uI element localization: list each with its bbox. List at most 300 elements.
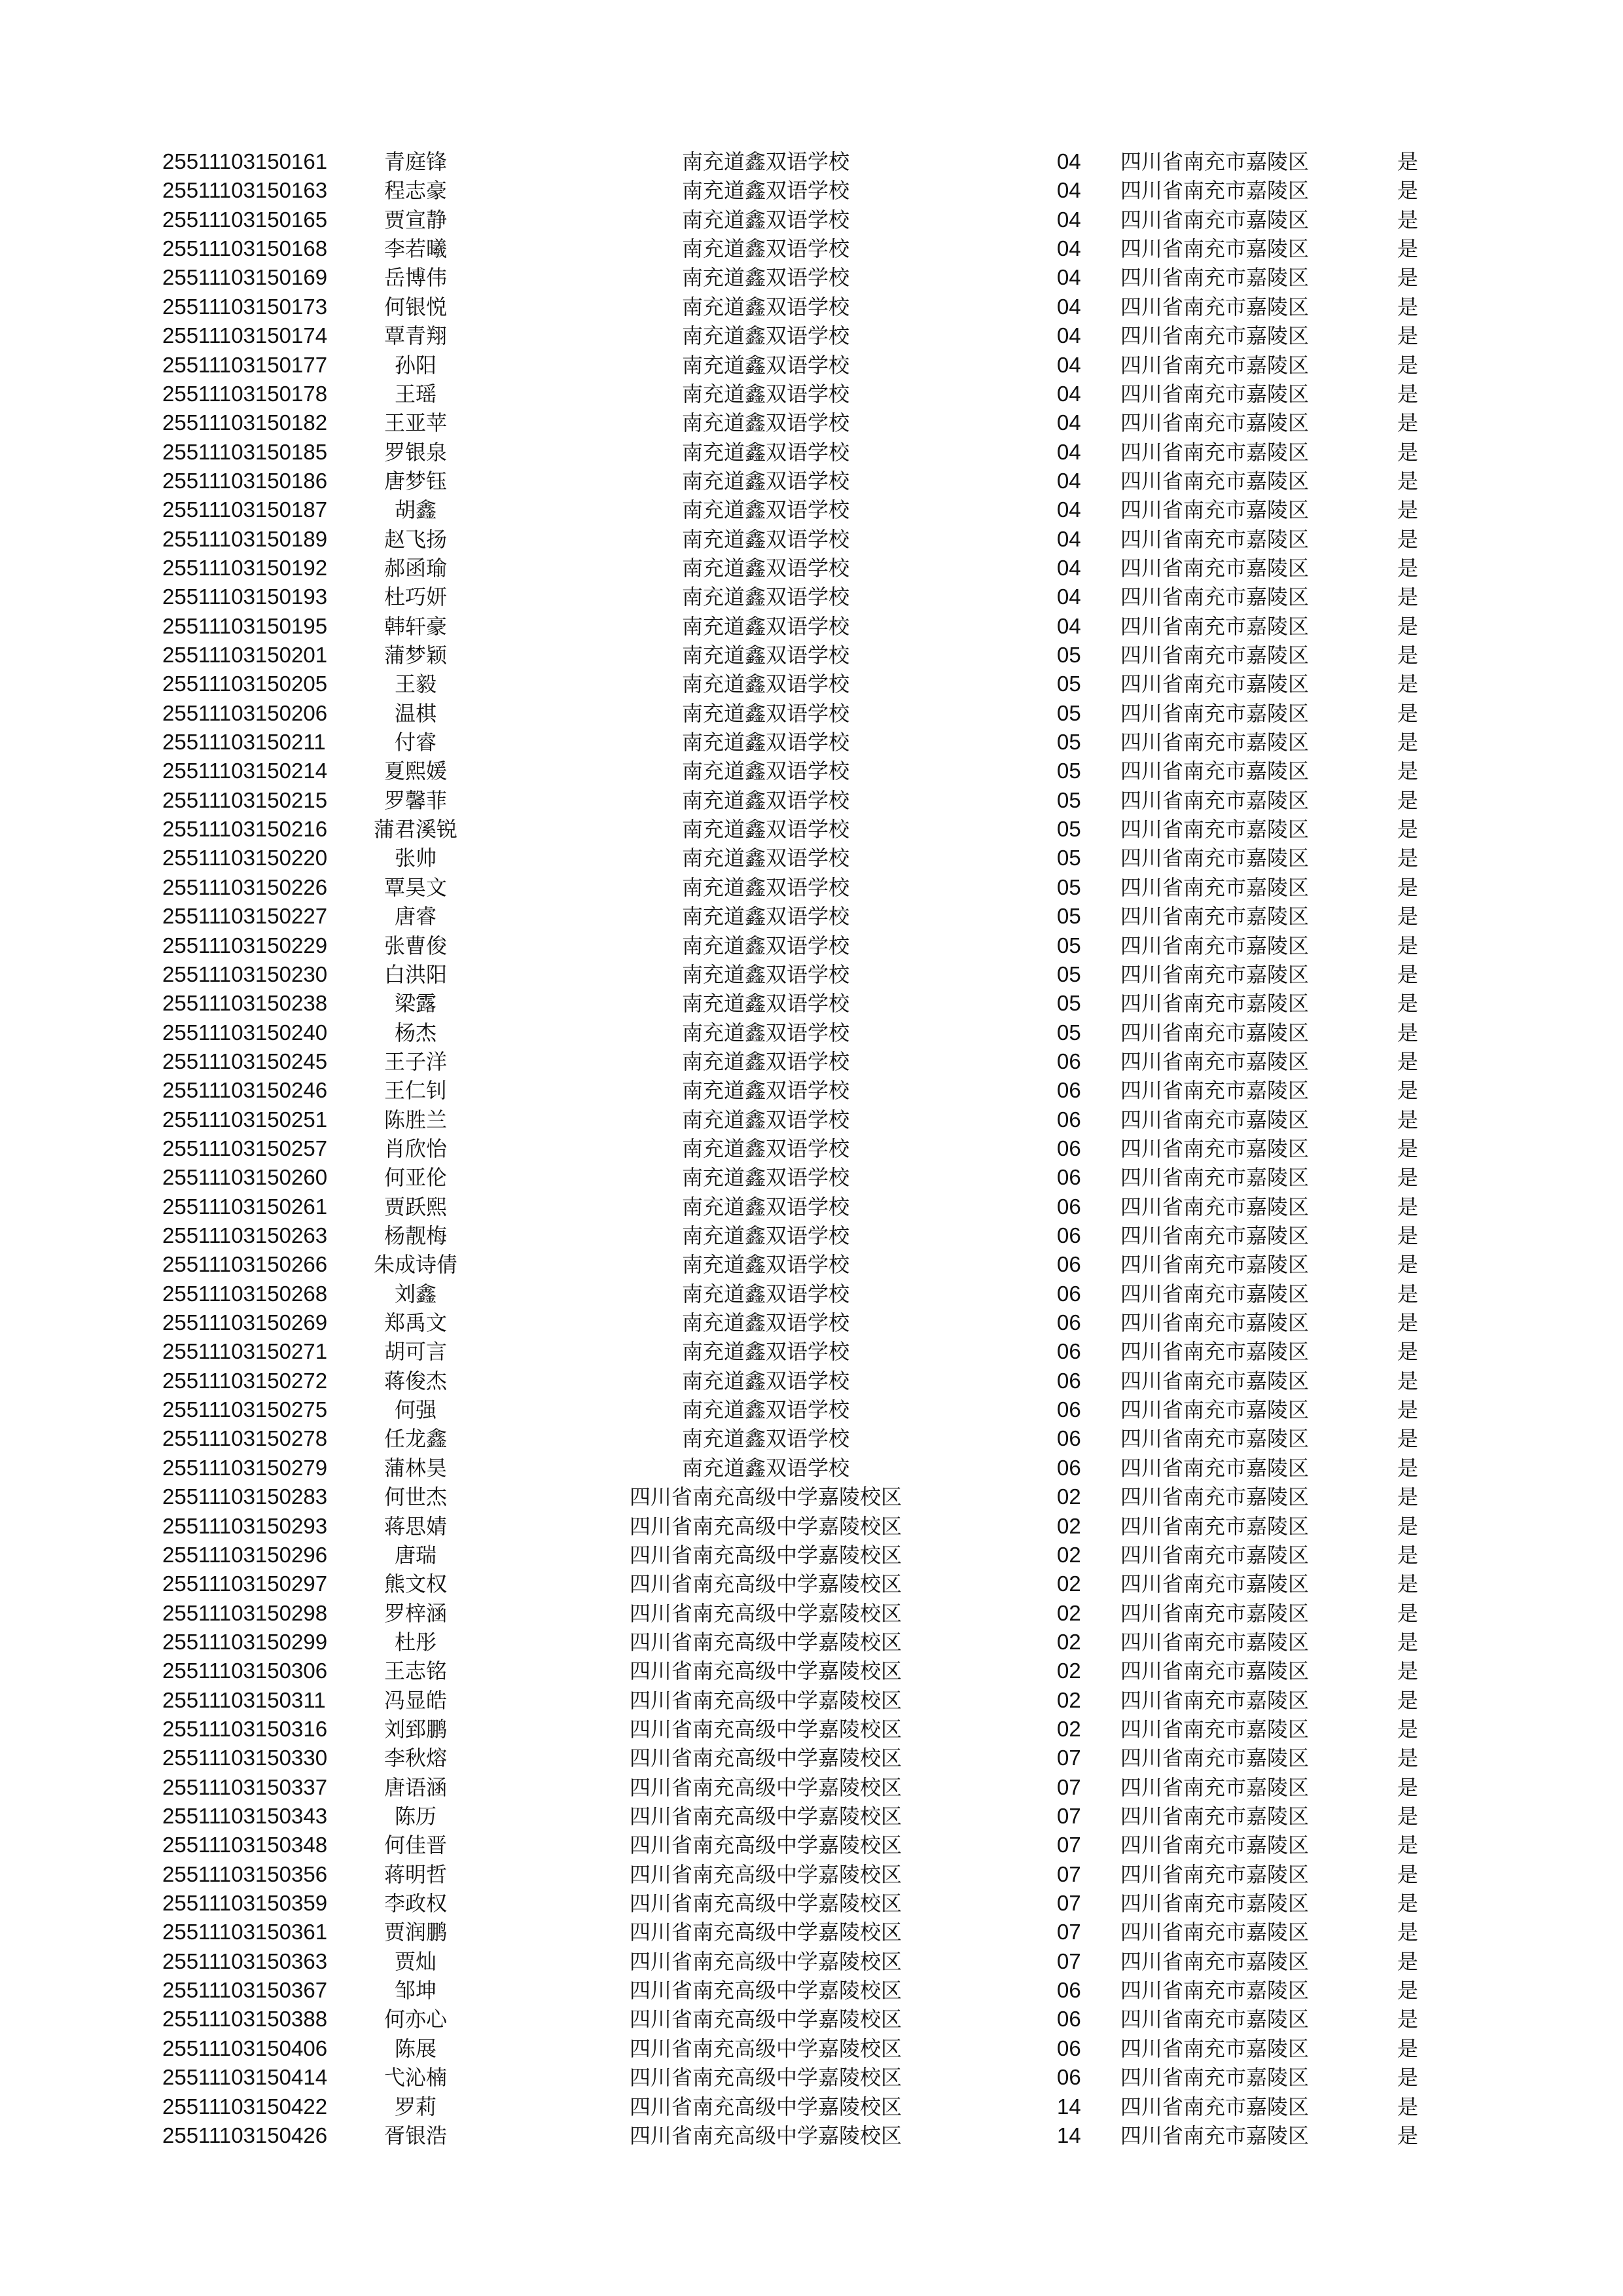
school-name-cell: 南充道鑫双语学校 [681,323,849,349]
class-code-cell: 06 [1057,1223,1081,1247]
school-name-cell: 南充道鑫双语学校 [681,1049,849,1074]
status-flag-cell: 是 [1397,1920,1419,1945]
class-code-cell: 04 [1057,178,1081,203]
table-row [0,699,1623,728]
student-id-cell: 25511103150246 [162,1078,328,1103]
region-cell: 四川省南充市嘉陵区 [1120,700,1310,726]
class-code-cell: 04 [1057,352,1081,377]
student-id-cell: 25511103150367 [162,1978,328,2003]
table-row [0,1424,1623,1453]
school-name-cell: 南充道鑫双语学校 [681,730,849,755]
status-flag-cell: 是 [1397,1368,1419,1393]
status-flag-cell: 是 [1397,1746,1419,1771]
student-id-cell: 25511103150227 [162,904,328,929]
region-cell: 四川省南充市嘉陵区 [1120,265,1310,291]
student-id-cell: 25511103150279 [162,1455,328,1480]
table-row [0,438,1623,467]
class-code-cell: 06 [1057,1165,1081,1190]
status-flag-cell: 是 [1397,991,1419,1016]
student-name-cell: 唐睿 [394,904,437,929]
class-code-cell: 04 [1057,207,1081,232]
school-name-cell: 南充道鑫双语学校 [681,381,849,406]
student-name-cell: 何亚伦 [383,1165,447,1191]
region-cell: 四川省南充市嘉陵区 [1120,1426,1310,1452]
school-name-cell: 南充道鑫双语学校 [681,991,849,1016]
student-id-cell: 25511103150348 [162,1833,328,1857]
student-name-cell: 蒋俊杰 [383,1368,447,1393]
student-id-cell: 25511103150337 [162,1774,328,1799]
school-name-cell: 南充道鑫双语学校 [681,468,849,493]
student-name-cell: 罗莉 [394,2094,437,2119]
table-row [0,1105,1623,1134]
student-name-cell: 任龙鑫 [383,1426,447,1452]
table-row [0,1802,1623,1831]
student-id-cell: 25511103150299 [162,1629,328,1654]
region-cell: 四川省南充市嘉陵区 [1120,1281,1310,1306]
class-code-cell: 04 [1057,439,1081,464]
student-name-cell: 何佳晋 [383,1833,447,1858]
school-name-cell: 四川省南充高级中学嘉陵校区 [629,1513,902,1539]
region-cell: 四川省南充市嘉陵区 [1120,381,1310,406]
region-cell: 四川省南充市嘉陵区 [1120,904,1310,929]
student-id-cell: 25511103150195 [162,613,328,638]
table-row [0,1860,1623,1889]
table-row [0,321,1623,350]
school-name-cell: 四川省南充高级中学嘉陵校区 [629,1891,902,1916]
region-cell: 四川省南充市嘉陵区 [1120,1659,1310,1684]
student-name-cell: 蒲君溪锐 [373,817,457,842]
status-flag-cell: 是 [1397,817,1419,842]
table-row [0,495,1623,524]
region-cell: 四川省南充市嘉陵区 [1120,2094,1310,2119]
region-cell: 四川省南充市嘉陵区 [1120,1978,1310,2003]
class-code-cell: 06 [1057,1078,1081,1103]
student-id-cell: 25511103150238 [162,991,328,1016]
school-name-cell: 四川省南充高级中学嘉陵校区 [629,1920,902,1945]
region-cell: 四川省南充市嘉陵区 [1120,1571,1310,1597]
student-name-cell: 陈历 [394,1804,437,1829]
table-row [0,670,1623,698]
student-name-cell: 何亦心 [383,2007,447,2032]
status-flag-cell: 是 [1397,1861,1419,1887]
school-name-cell: 南充道鑫双语学校 [681,410,849,436]
region-cell: 四川省南充市嘉陵区 [1120,1020,1310,1045]
status-flag-cell: 是 [1397,1194,1419,1219]
class-code-cell: 04 [1057,381,1081,406]
student-id-cell: 25511103150263 [162,1223,328,1247]
class-code-cell: 04 [1057,555,1081,580]
table-row [0,786,1623,815]
student-id-cell: 25511103150356 [162,1861,328,1886]
student-id-cell: 25511103150187 [162,497,328,522]
table-row [0,2034,1623,2063]
region-cell: 四川省南充市嘉陵区 [1120,1194,1310,1219]
student-id-cell: 25511103150297 [162,1571,328,1596]
school-name-cell: 南充道鑫双语学校 [681,526,849,552]
student-id-cell: 25511103150257 [162,1136,328,1160]
status-flag-cell: 是 [1397,497,1419,523]
status-flag-cell: 是 [1397,904,1419,929]
table-row [0,1541,1623,1570]
school-name-cell: 四川省南充高级中学嘉陵校区 [629,1746,902,1771]
status-flag-cell: 是 [1397,468,1419,493]
school-name-cell: 南充道鑫双语学校 [681,1252,849,1278]
student-id-cell: 25511103150186 [162,468,328,493]
table-row [0,525,1623,554]
school-name-cell: 四川省南充高级中学嘉陵校区 [629,2094,902,2119]
school-name-cell: 南充道鑫双语学校 [681,178,849,204]
school-name-cell: 南充道鑫双语学校 [681,1339,849,1365]
school-name-cell: 四川省南充高级中学嘉陵校区 [629,1600,902,1626]
region-cell: 四川省南充市嘉陵区 [1120,584,1310,610]
student-name-cell: 温棋 [394,700,437,726]
table-row [0,1395,1623,1424]
student-name-cell: 何世杰 [383,1484,447,1510]
table-row [0,1221,1623,1250]
table-row [0,554,1623,583]
school-name-cell: 南充道鑫双语学校 [681,787,849,813]
student-name-cell: 朱成诗倩 [373,1252,457,1278]
school-name-cell: 四川省南充高级中学嘉陵校区 [629,2007,902,2032]
region-cell: 四川省南充市嘉陵区 [1120,613,1310,639]
student-id-cell: 25511103150361 [162,1920,328,1945]
student-id-cell: 25511103150260 [162,1165,328,1190]
student-name-cell: 弋沁楠 [383,2065,447,2090]
student-name-cell: 胥银浩 [383,2123,447,2148]
region-cell: 四川省南充市嘉陵区 [1120,1310,1310,1335]
class-code-cell: 05 [1057,817,1081,842]
school-name-cell: 四川省南充高级中学嘉陵校区 [629,1978,902,2003]
student-name-cell: 郝函瑜 [383,555,447,581]
class-code-cell: 05 [1057,961,1081,986]
status-flag-cell: 是 [1397,1716,1419,1742]
student-id-cell: 25511103150215 [162,787,328,812]
status-flag-cell: 是 [1397,584,1419,610]
school-name-cell: 南充道鑫双语学校 [681,207,849,232]
school-name-cell: 南充道鑫双语学校 [681,1455,849,1480]
class-code-cell: 05 [1057,991,1081,1016]
region-cell: 四川省南充市嘉陵区 [1120,2065,1310,2090]
class-code-cell: 07 [1057,1774,1081,1799]
student-id-cell: 25511103150343 [162,1804,328,1828]
region-cell: 四川省南充市嘉陵区 [1120,991,1310,1016]
student-id-cell: 25511103150261 [162,1194,328,1219]
student-name-cell: 唐语涵 [383,1774,447,1800]
student-name-cell: 蒲林昊 [383,1455,447,1480]
student-name-cell: 何强 [394,1397,437,1423]
student-name-cell: 赵飞扬 [383,526,447,552]
table-row [0,380,1623,408]
school-name-cell: 南充道鑫双语学校 [681,1078,849,1103]
class-code-cell: 06 [1057,1252,1081,1277]
table-row [0,902,1623,931]
student-name-cell: 杨杰 [394,1020,437,1045]
class-code-cell: 02 [1057,1513,1081,1538]
student-id-cell: 25511103150359 [162,1891,328,1915]
region-cell: 四川省南充市嘉陵区 [1120,1891,1310,1916]
table-row [0,2121,1623,2150]
class-code-cell: 06 [1057,2036,1081,2060]
student-id-cell: 25511103150275 [162,1397,328,1422]
student-id-cell: 25511103150311 [162,1687,326,1712]
class-code-cell: 06 [1057,1339,1081,1364]
table-row [0,1018,1623,1047]
school-name-cell: 四川省南充高级中学嘉陵校区 [629,1659,902,1684]
class-code-cell: 06 [1057,1455,1081,1480]
status-flag-cell: 是 [1397,1629,1419,1655]
region-cell: 四川省南充市嘉陵区 [1120,730,1310,755]
table-row [0,1657,1623,1685]
class-code-cell: 02 [1057,1659,1081,1683]
student-name-cell: 岳博伟 [383,265,447,291]
student-name-cell: 孙阳 [394,352,437,378]
class-code-cell: 02 [1057,1629,1081,1654]
status-flag-cell: 是 [1397,787,1419,813]
table-row [0,728,1623,757]
student-name-cell: 蒋明哲 [383,1861,447,1887]
student-id-cell: 25511103150406 [162,2036,328,2060]
table-row [0,408,1623,437]
region-cell: 四川省南充市嘉陵区 [1120,874,1310,900]
class-code-cell: 04 [1057,236,1081,261]
student-id-cell: 25511103150363 [162,1948,328,1973]
table-row [0,1599,1623,1628]
region-cell: 四川省南充市嘉陵区 [1120,149,1310,174]
student-id-cell: 25511103150330 [162,1746,328,1770]
region-cell: 四川省南充市嘉陵区 [1120,1542,1310,1568]
school-name-cell: 南充道鑫双语学校 [681,294,849,319]
status-flag-cell: 是 [1397,700,1419,726]
status-flag-cell: 是 [1397,1310,1419,1335]
status-flag-cell: 是 [1397,149,1419,174]
student-name-cell: 韩轩豪 [383,613,447,639]
status-flag-cell: 是 [1397,1020,1419,1045]
table-row [0,1628,1623,1657]
student-name-cell: 覃昊文 [383,874,447,900]
class-code-cell: 05 [1057,643,1081,667]
table-row [0,1482,1623,1511]
status-flag-cell: 是 [1397,526,1419,552]
table-row [0,2005,1623,2034]
student-name-cell: 张帅 [394,846,437,871]
student-id-cell: 25511103150163 [162,178,328,203]
student-id-cell: 25511103150269 [162,1310,328,1335]
student-id-cell: 25511103150306 [162,1659,328,1683]
student-id-cell: 25511103150161 [162,149,328,173]
status-flag-cell: 是 [1397,643,1419,668]
table-row [0,757,1623,785]
status-flag-cell: 是 [1397,1049,1419,1074]
student-name-cell: 李秋熔 [383,1746,447,1771]
student-id-cell: 25511103150193 [162,584,328,609]
table-row [0,351,1623,380]
table-row [0,1889,1623,1918]
class-code-cell: 02 [1057,1600,1081,1625]
student-id-cell: 25511103150293 [162,1513,328,1538]
student-name-cell: 贾跃熙 [383,1194,447,1219]
student-name-cell: 胡可言 [383,1339,447,1365]
table-row [0,1715,1623,1744]
student-id-cell: 25511103150226 [162,874,328,899]
class-code-cell: 04 [1057,526,1081,551]
status-flag-cell: 是 [1397,1107,1419,1132]
student-id-cell: 25511103150205 [162,672,328,696]
region-cell: 四川省南充市嘉陵区 [1120,352,1310,378]
region-cell: 四川省南充市嘉陵区 [1120,497,1310,523]
status-flag-cell: 是 [1397,2007,1419,2032]
school-name-cell: 南充道鑫双语学校 [681,846,849,871]
region-cell: 四川省南充市嘉陵区 [1120,1629,1310,1655]
school-name-cell: 四川省南充高级中学嘉陵校区 [629,1687,902,1713]
student-id-cell: 25511103150278 [162,1426,328,1451]
school-name-cell: 南充道鑫双语学校 [681,1310,849,1335]
status-flag-cell: 是 [1397,759,1419,784]
status-flag-cell: 是 [1397,410,1419,436]
class-code-cell: 04 [1057,468,1081,493]
status-flag-cell: 是 [1397,352,1419,378]
class-code-cell: 06 [1057,1281,1081,1306]
status-flag-cell: 是 [1397,178,1419,204]
status-flag-cell: 是 [1397,1687,1419,1713]
class-code-cell: 05 [1057,700,1081,725]
student-name-cell: 陈展 [394,2036,437,2061]
school-name-cell: 南充道鑫双语学校 [681,961,849,987]
student-name-cell: 罗馨菲 [383,787,447,813]
region-cell: 四川省南充市嘉陵区 [1120,207,1310,232]
school-name-cell: 南充道鑫双语学校 [681,904,849,929]
school-name-cell: 南充道鑫双语学校 [681,613,849,639]
class-code-cell: 14 [1057,2094,1081,2119]
region-cell: 四川省南充市嘉陵区 [1120,2007,1310,2032]
status-flag-cell: 是 [1397,1600,1419,1626]
school-name-cell: 南充道鑫双语学校 [681,1426,849,1452]
student-name-cell: 王志铭 [383,1659,447,1684]
school-name-cell: 南充道鑫双语学校 [681,265,849,291]
school-name-cell: 四川省南充高级中学嘉陵校区 [629,2065,902,2090]
table-row [0,844,1623,872]
school-name-cell: 南充道鑫双语学校 [681,1368,849,1393]
class-code-cell: 07 [1057,1833,1081,1857]
school-name-cell: 南充道鑫双语学校 [681,1397,849,1423]
class-code-cell: 07 [1057,1920,1081,1945]
student-name-cell: 蒋思婧 [383,1513,447,1539]
status-flag-cell: 是 [1397,1659,1419,1684]
school-name-cell: 南充道鑫双语学校 [681,439,849,465]
region-cell: 四川省南充市嘉陵区 [1120,1339,1310,1365]
status-flag-cell: 是 [1397,1252,1419,1278]
class-code-cell: 04 [1057,294,1081,319]
status-flag-cell: 是 [1397,1948,1419,1974]
region-cell: 四川省南充市嘉陵区 [1120,1746,1310,1771]
student-name-cell: 付睿 [394,730,437,755]
student-id-cell: 25511103150173 [162,294,328,319]
region-cell: 四川省南充市嘉陵区 [1120,1833,1310,1858]
student-name-cell: 王亚苹 [383,410,447,436]
school-name-cell: 四川省南充高级中学嘉陵校区 [629,1948,902,1974]
student-name-cell: 肖欣怡 [383,1136,447,1161]
class-code-cell: 05 [1057,672,1081,696]
student-name-cell: 冯显皓 [383,1687,447,1713]
class-code-cell: 04 [1057,265,1081,290]
student-id-cell: 25511103150229 [162,933,328,958]
student-name-cell: 杨靓梅 [383,1223,447,1248]
school-name-cell: 南充道鑫双语学校 [681,759,849,784]
class-code-cell: 06 [1057,1310,1081,1335]
status-flag-cell: 是 [1397,2036,1419,2061]
region-cell: 四川省南充市嘉陵区 [1120,1397,1310,1423]
region-cell: 四川省南充市嘉陵区 [1120,1600,1310,1626]
status-flag-cell: 是 [1397,2065,1419,2090]
student-id-cell: 25511103150189 [162,526,328,551]
status-flag-cell: 是 [1397,1484,1419,1510]
table-row [0,1570,1623,1598]
class-code-cell: 05 [1057,846,1081,870]
student-id-cell: 25511103150211 [162,730,326,754]
class-code-cell: 05 [1057,904,1081,929]
table-row [0,234,1623,263]
region-cell: 四川省南充市嘉陵区 [1120,468,1310,493]
school-name-cell: 四川省南充高级中学嘉陵校区 [629,1804,902,1829]
class-code-cell: 05 [1057,730,1081,754]
student-name-cell: 王毅 [394,672,437,697]
student-id-cell: 25511103150230 [162,961,328,986]
status-flag-cell: 是 [1397,1165,1419,1191]
student-name-cell: 青庭锋 [383,149,447,174]
student-name-cell: 刘郅鹏 [383,1716,447,1742]
student-id-cell: 25511103150266 [162,1252,328,1277]
region-cell: 四川省南充市嘉陵区 [1120,555,1310,581]
class-code-cell: 04 [1057,323,1081,348]
student-id-cell: 25511103150178 [162,381,328,406]
class-code-cell: 06 [1057,1397,1081,1422]
table-row [0,960,1623,989]
status-flag-cell: 是 [1397,2123,1419,2148]
region-cell: 四川省南充市嘉陵区 [1120,410,1310,436]
region-cell: 四川省南充市嘉陵区 [1120,817,1310,842]
student-id-cell: 25511103150214 [162,759,328,783]
student-id-cell: 25511103150272 [162,1368,328,1393]
region-cell: 四川省南充市嘉陵区 [1120,1136,1310,1161]
table-row [0,1367,1623,1395]
status-flag-cell: 是 [1397,1136,1419,1161]
school-name-cell: 四川省南充高级中学嘉陵校区 [629,2036,902,2061]
region-cell: 四川省南充市嘉陵区 [1120,1948,1310,1974]
region-cell: 四川省南充市嘉陵区 [1120,1049,1310,1074]
status-flag-cell: 是 [1397,265,1419,291]
region-cell: 四川省南充市嘉陵区 [1120,1716,1310,1742]
region-cell: 四川省南充市嘉陵区 [1120,526,1310,552]
school-name-cell: 南充道鑫双语学校 [681,1136,849,1161]
status-flag-cell: 是 [1397,439,1419,465]
table-row [0,1512,1623,1541]
class-code-cell: 06 [1057,1368,1081,1393]
class-code-cell: 04 [1057,584,1081,609]
class-code-cell: 06 [1057,1049,1081,1073]
table-row [0,1163,1623,1192]
status-flag-cell: 是 [1397,236,1419,262]
region-cell: 四川省南充市嘉陵区 [1120,961,1310,987]
class-code-cell: 05 [1057,933,1081,958]
student-id-cell: 25511103150298 [162,1600,328,1625]
table-row [0,1831,1623,1859]
region-cell: 四川省南充市嘉陵区 [1120,1484,1310,1510]
region-cell: 四川省南充市嘉陵区 [1120,294,1310,319]
student-name-cell: 王瑶 [394,381,437,406]
class-code-cell: 07 [1057,1746,1081,1770]
class-code-cell: 06 [1057,1426,1081,1451]
class-code-cell: 07 [1057,1948,1081,1973]
region-cell: 四川省南充市嘉陵区 [1120,1368,1310,1393]
